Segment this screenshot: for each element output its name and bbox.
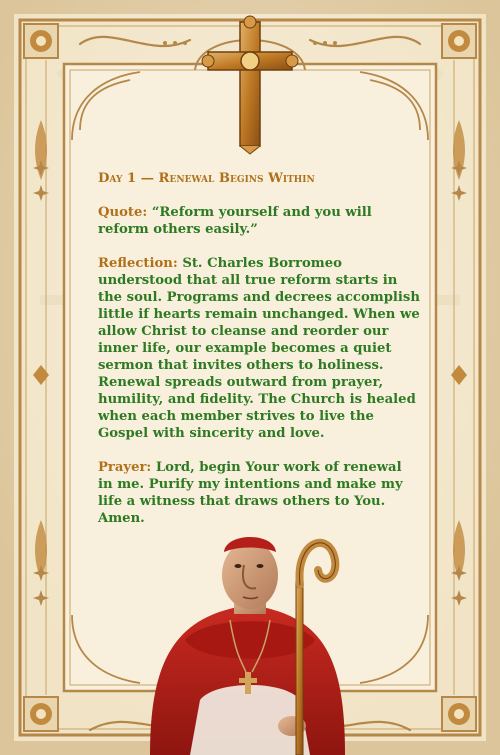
reflection-paragraph bbox=[98, 255, 420, 442]
quote-label: Quote: bbox=[98, 205, 148, 220]
prayer-paragraph bbox=[98, 459, 420, 527]
quote-text: “Reform yourself and you will reform others easily.” bbox=[98, 205, 372, 237]
reflection-text: St. Charles Borromeo understood that all true reform starts in the soul. Programs and decrees accomplish little if hearts remain unchanged. When we allow Christ to cleanse and reorder our inner life, our example becomes a quiet sermon that invites others to holiness. Renewal spreads outward from prayer, humility, and fidelity. The Church is healed when each member strives to live the Gospel with sincerity and love. bbox=[98, 256, 420, 441]
reflection-label: Reflection: bbox=[98, 256, 178, 271]
day-title: Day 1 — Renewal Begins Within bbox=[98, 171, 315, 186]
prayer-label: Prayer: bbox=[98, 460, 152, 475]
devotional-text bbox=[98, 170, 420, 544]
quote-paragraph bbox=[98, 204, 420, 238]
prayer-text: Lord, begin Your work of renewal in me. Purify my intentions and make my life a witness that draws others to You. Amen. bbox=[98, 460, 403, 526]
